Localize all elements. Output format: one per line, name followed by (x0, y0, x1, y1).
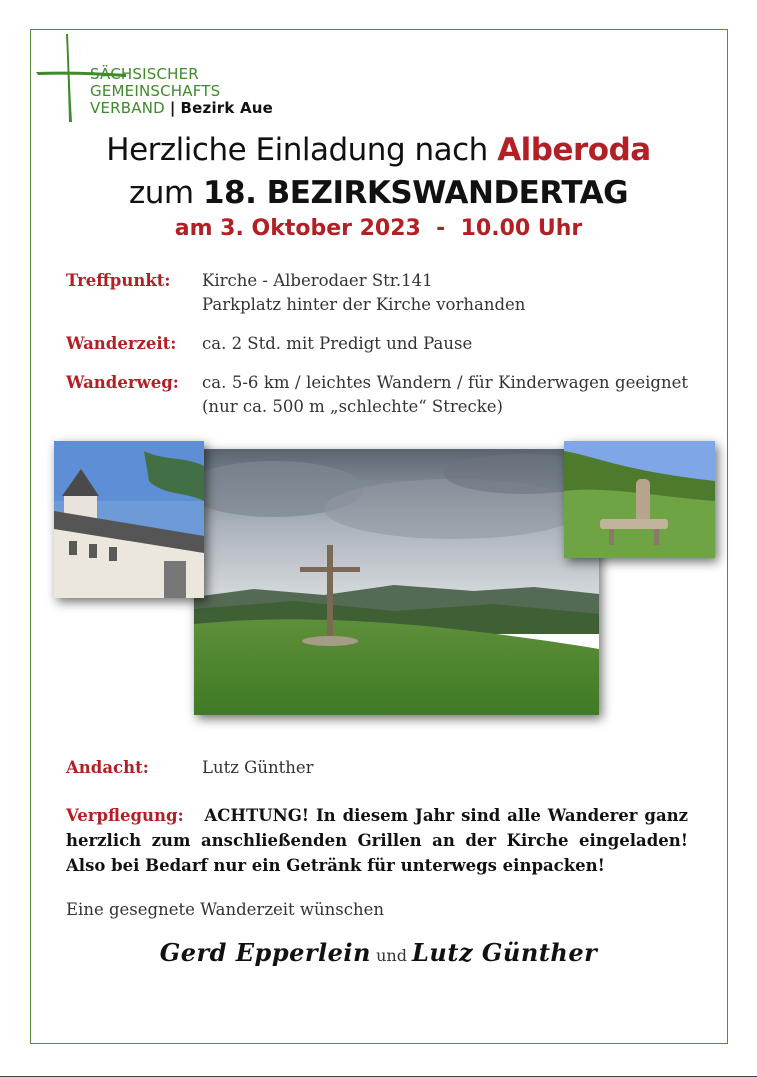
headline-place: Alberoda (497, 132, 651, 168)
headline-event-name: 18. BEZIRKSWANDERTAG (202, 175, 629, 211)
verpflegung-block (66, 803, 688, 878)
andacht-label: Andacht: (66, 758, 149, 777)
headline-invitation (0, 131, 757, 169)
treffpunkt-line2: Parkplatz hinter der Kirche vorhanden (202, 295, 526, 314)
treffpunkt-label: Treffpunkt: (66, 271, 171, 290)
wanderweg-row (66, 371, 688, 421)
andacht-value: Lutz Günther (202, 758, 314, 777)
treffpunkt-line1: Kirche - Alberodaer Str.141 (202, 271, 433, 290)
headline-invitation-text: Herzliche Einladung nach (106, 132, 498, 168)
treffpunkt-row (66, 269, 688, 319)
andacht-row (66, 756, 688, 782)
closing-text: Eine gesegnete Wanderzeit wünschen (66, 900, 385, 919)
signature-conjunction: und (376, 946, 407, 965)
logo-line1: SÄCHSISCHER (90, 65, 199, 83)
verpflegung-label: Verpflegung: (66, 806, 184, 825)
logo-text (90, 66, 273, 117)
signature-name2: Lutz Günther (412, 938, 598, 967)
photo-summit-cross (194, 449, 599, 715)
logo-district: Bezirk Aue (180, 99, 274, 117)
wanderzeit-value: ca. 2 Std. mit Predigt und Pause (202, 334, 473, 353)
wanderweg-value: ca. 5-6 km / leichtes Wandern / für Kinderwagen geeignet (nur ca. 500 m „schlechte“ Strecke) (202, 373, 688, 416)
wanderweg-label: Wanderweg: (66, 373, 179, 392)
wanderzeit-label: Wanderzeit: (66, 334, 177, 353)
signature-name1: Gerd Epperlein (159, 938, 371, 967)
photo-church (54, 441, 204, 598)
verpflegung-value: ACHTUNG! In diesem Jahr sind alle Wanderer ganz herzlich zum anschließenden Grillen an der Kirche eingeladen! Also bei Bedarf nur ein Getränk für unterwegs einpacken! (66, 806, 688, 875)
logo-line3: VERBAND (90, 99, 165, 117)
logo-line2: GEMEINSCHAFTS (90, 82, 221, 100)
treffpunkt-value (202, 269, 688, 317)
headline-event-prefix: zum (128, 175, 203, 211)
headline-event (0, 174, 757, 212)
wanderzeit-row (66, 332, 688, 358)
photo-bench (564, 441, 715, 558)
logo-separator: | (169, 99, 176, 117)
headline-date: am 3. Oktober 2023 - 10.00 Uhr (174, 216, 583, 241)
signature (0, 938, 757, 967)
